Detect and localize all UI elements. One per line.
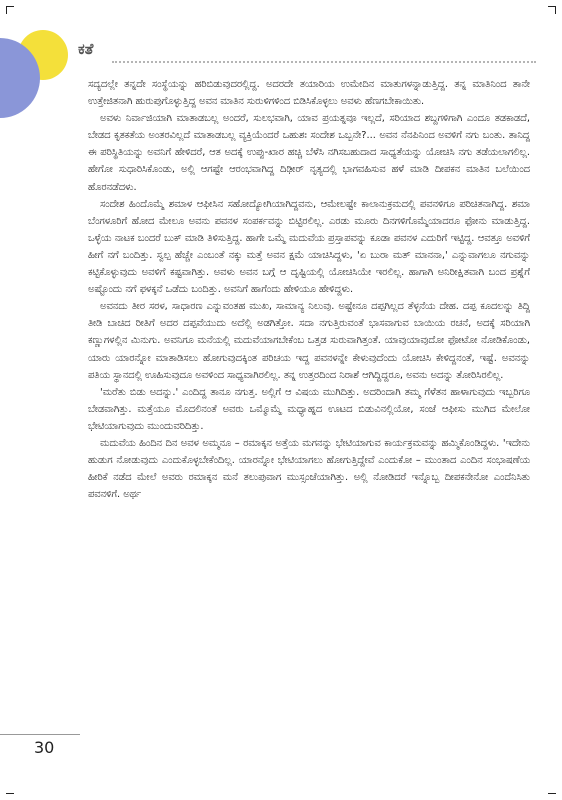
crop-mark-top-left (6, 6, 14, 7)
paragraph: ಅವಳು ನಿರ್ವಾಜಿಯಾಗಿ ಮಾತಾಡಬಲ್ಲ ಅಂದರೆ, ಸುಲಭವಾಗಿ, ಯಾವ ಪ್ರಯತ್ನವೂ ಇಲ್ಲದೆ, ಸರಿಯಾದ ಶಬ್ದಗಳಿಗಾಗಿ ಎಂದೂ ತಡಕಾಡದೆ, ಬೇಡದ ಕೃತಕತೆಯ ಅಂತರವಿಲ್ಲದೆ ಮಾತಾಡಬಲ್ಲ ವ್ಯಕ್ತಿಯೆಂದರೆ ಒಹುಶಃ ಸಂದೇಶ ಒಬ್ಬನೇ?... ಅವನ ನೆನಪಿನಿಂದ ಅವಳಿಗೆ ನಗು ಬಂತು. ತಾನಿದ್ದ ಈ ಪರಿಸ್ಥಿತಿಯನ್ನು ಅವನಿಗೆ ಹೇಳಿದರೆ, ಆತ ಅದಕ್ಕೆ ಉಪ್ಪು-ಖಾರ ಹಚ್ಚಿ ಬೆಳೆಸಿ ನಗಿಸಬಹುದಾದ ಸಾಧ್ಯತೆಯನ್ನು ಯೋಚಿಸಿ ನಗು ತಡೆಯಲಾಗಲಿಲ್ಲ. ಹೇಗೋ ಸುಧಾರಿಸಿಕೊಂಡು, ಅಲ್ಲಿ ಆಗಷ್ಟೇ ಆರಂಭವಾಗಿದ್ದ ದಿಢೀರ್ ನೃತ್ಯದಲ್ಲಿ ಭಾಗವಹಿಸುವ ಹಳೆ ಮಾಡಿ ದೀಪಕನ ಮಾತಿನ ಬಲೆಯಿಂದ ಹೊರನಡೆದಳು. (88, 113, 530, 193)
crop-mark-bottom-right (548, 793, 556, 794)
page-number: 30 (34, 738, 55, 757)
paragraph: ಅವನದು ತೀರ ಸರಳ, ಸಾಧಾರಣ ಎನ್ನುವಂತಹ ಮುಖ, ಸಾಮಾನ್ಯ ನಿಲುವು. ಅಷ್ಟೇನೂ ದಪ್ಪಗಿಲ್ಲದ ತೆಳ್ಳನೆಯ ದೇಹ. ದಪ್ಪ ಕೂದಲನ್ನು ತಿದ್ದಿ ತೀಡಿ ಬಾಚಿದ ರೀತಿಗೆ ಅದರ ದಪ್ಪವೆಯುದು ಅದೆಲ್ಲಿ ಅಡಗಿತ್ತೋ. ಸದಾ ನಗುತ್ತಿರುವಂತೆ ಭಾಸವಾಗುವ ಬಾಯಿಯ ರಚನೆ, ಅದಕ್ಕೆ ಸರಿಯಾಗಿ ಕಣ್ಣುಗಳಲ್ಲಿನ ಮಿನುಗು. ಅವನಿಗೂ ಮನೆಯಲ್ಲಿ ಮದುವೆಯಾಗಬೇಕೆಂಬ ಒತ್ತಡ ಸುರುವಾಗಿತ್ತಂತೆ. ಯಾವುಯಾವುದೋ ಫೋಟೋ ನೋಡಿಕೊಂಡು, ಯಾರು ಯಾರನ್ನೋ ಮಾತಾಡಿಸಲು ಹೋಗುವುದಕ್ಕಿಂತ ಪರಿಚಯ ಇದ್ದ ಪವನಳನ್ನೇ ಕೇಳುವುದೆಂದು ಯೋಚಿಸಿ ಕೇಳಿದ್ದನಂತೆ, ಇಷ್ಟೆ. ಅವನನ್ನು ಪತಿಯ ಸ್ಥಾನದಲ್ಲಿ ಊಹಿಸುವುದೂ ಅವಳಿಂದ ಸಾಧ್ಯವಾಗಿರಲಿಲ್ಲ. ತನ್ನ ಉತ್ತರದಿಂದ ನಿರಾಶೆ ಆಗಿದ್ದಿದ್ದರೂ, ಅವನು ಅದನ್ನು ತೋರಿಸಿರಲಿಲ್ಲ. (88, 301, 530, 381)
paragraph: ಸಂದೇಶ ಹಿಂದೊಮ್ಮೆ ಶಮಾಳ ಆಫೀಸಿನ ಸಹೋದ್ಯೋಗಿಯಾಗಿದ್ದವನು, ಆಮೇಲಷ್ಟೇ ಕಾಲಾನುಕ್ರಮದಲ್ಲಿ ಪವನಳಿಗೂ ಪರಿಚಿತನಾಗಿದ್ದ. ಶಮಾ ಬೆಂಗಳೂರಿಗೆ ಹೋದ ಮೇಲೂ ಅವನು ಪವನಳ ಸಂಪರ್ಕವನ್ನು ಬಿಟ್ಟಿರಲಿಲ್ಲ. ಎರಡು ಮೂರು ದಿನಗಳಿಗೊಮ್ಮೆಯಾದರೂ ಫೋನು ಮಾಡುತ್ತಿದ್ದ. ಒಳ್ಳೆಯ ನಾಟಕ ಬಂದರೆ ಬುಕ್ ಮಾಡಿ ತಿಳಿಸುತ್ತಿದ್ದ. ಹಾಗೇ ಒಮ್ಮೆ ಮದುವೆಯ ಪ್ರಸ್ತಾಪವನ್ನು ಕೂಡಾ ಪವನಳ ಎದುರಿಗೆ ಇಟ್ಟಿದ್ದ. ಆವತ್ತೂ ಅವಳಿಗೆ ಹೀಗೆ ನಗೆ ಬಂದಿತ್ತು. ಸ್ವಲ್ಪ ಹೆಚ್ಚೇ ಎಂಬಂತೆ ನಕ್ಕು ಮತ್ತೆ ಅವನ ಕ್ಷಮೆ ಯಾಚಿಸಿದ್ದಳು, 'ಏ ಬುರಾ ಮತ್ ಮಾನನಾ,' ಎನ್ನುವಾಗಲೂ ನಗುವನ್ನು ಕಟ್ಟಿಕೊಳ್ಳುವುದು ಅವಳಿಗೆ ಕಷ್ಟವಾಗಿತ್ತು. ಅವಳು ಅವನ ಬಗ್ಗೆ ಆ ದೃಷ್ಟಿಯಲ್ಲಿ ಯೋಚಿಸಿಯೇ ಇರಲಿಲ್ಲ. ಹಾಗಾಗಿ ಅನಿರೀಕ್ಷಿತವಾಗಿ ಬಂದ ಪ್ರಶ್ನೆಗೆ ಅಷ್ಟೊಂದು ನಗೆ ಫಳಕ್ಕನೆ ಒಡೆದು ಬಂದಿತ್ತು. ಅವನಿಗೆ ಹಾಗೆಂದು ಹೇಳಿಯೂ ಹೇಳಿದ್ದಳು. (88, 198, 530, 296)
footer-rule (0, 734, 80, 735)
section-title: ಕತೆ (78, 40, 94, 58)
crop-mark-top-left-v (6, 6, 7, 14)
paragraph: ಮದುವೆಯ ಹಿಂದಿನ ದಿನ ಅವಳ ಅಮ್ಮನೂ – ರಮಾಕ್ಕನ ಅತ್ತೆಯ ಮಗನನ್ನು ಭೇಟಿಯಾಗುವ ಕಾರ್ಯಕ್ರಮವನ್ನು ಹಮ್ಮಿಕೊಂಡಿದ್ದಳು. 'ಇದೇನು ಹುಡುಗ ನೋಡುವುದು ಎಂದುಕೊಳ್ಳಬೇಕೆಂದಿಲ್ಲ. ಯಾರನ್ನೋ ಭೇಟಿಯಾಗಲು ಹೋಗುತ್ತಿದ್ದೇವೆ ಎಂದುಕೋ – ಮುಂತಾದ ಎಂದಿನ ಸಂಭಾಷಣೆಯ ಹೀರಿಕೆ ನಡೆದ ಮೇಲೆ ಅವರು ರಮಾಕ್ಕನ ಮನೆ ತಲುಪುವಾಗ ಮುಸ್ಸಂಜೆಯಾಗಿತ್ತು. ಅಲ್ಲಿ ನೋಡಿದರೆ ಇನ್ನೊಬ್ಬ ದೀಪಕನೇನೋ ಎಂದೆನಿಸಿತು ಪವನಳಿಗೆ. ಅರ್ಥ (88, 437, 530, 501)
header-dotted-rule (112, 61, 536, 63)
crop-mark-top-right-v (555, 6, 556, 14)
crop-mark-bottom-left (6, 793, 14, 794)
article-body (88, 76, 530, 503)
paragraph: 'ಮರೆತು ಬಿಡು ಅದನ್ನು.' ಎಂದಿದ್ದ ತಾನೂ ನಗುತ್ತ. ಅಲ್ಲಿಗೆ ಆ ವಿಷಯ ಮುಗಿದಿತ್ತು. ಅದರಿಂದಾಗಿ ತಮ್ಮ ಗೆಳೆತನ ಹಾಳಾಗುವುದು ಇಬ್ಬರಿಗೂ ಬೇಡವಾಗಿತ್ತು. ಮತ್ತೆಯೂ ಮೊದಲಿನಂತೆ ಅವರು ಒಮ್ಮೊಮ್ಮೆ ಮಧ್ಯಾಹ್ನದ ಊಟದ ಬಿಡುವಿನಲ್ಲಿಯೋ, ಸಂಜೆ ಆಫೀಸು ಮುಗಿದ ಮೇಲೋ ಭೇಟಿಯಾಗುವುದು ಮುಂದುವರಿದಿತ್ತು. (88, 386, 530, 432)
paragraph: ಸದ್ಯದಲ್ಲೇ ತನ್ನದೇ ಸಂಸ್ಥೆಯನ್ನು ಹರಿಬಿಡುವುದರಲ್ಲಿದ್ದ. ಅದರದೇ ತಯಾರಿಯ ಉಮೇದಿನ ಮಾತುಗಳನ್ನಾಡುತ್ತಿದ್ದ. ತನ್ನ ಮಾತಿನಿಂದ ತಾನೇ ಉತ್ತೇಜಿತನಾಗಿ ಹುರುಪುಗೊಳ್ಳುತ್ತಿದ್ದ ಅವನ ಮಾತಿನ ಸುರುಳಿಗಳಿಂದ ಬಿಡಿಸಿಕೊಳ್ಳಲು ಅವಳು ಹೆಣಗಬೇಕಾಯಿತು. (88, 79, 530, 108)
